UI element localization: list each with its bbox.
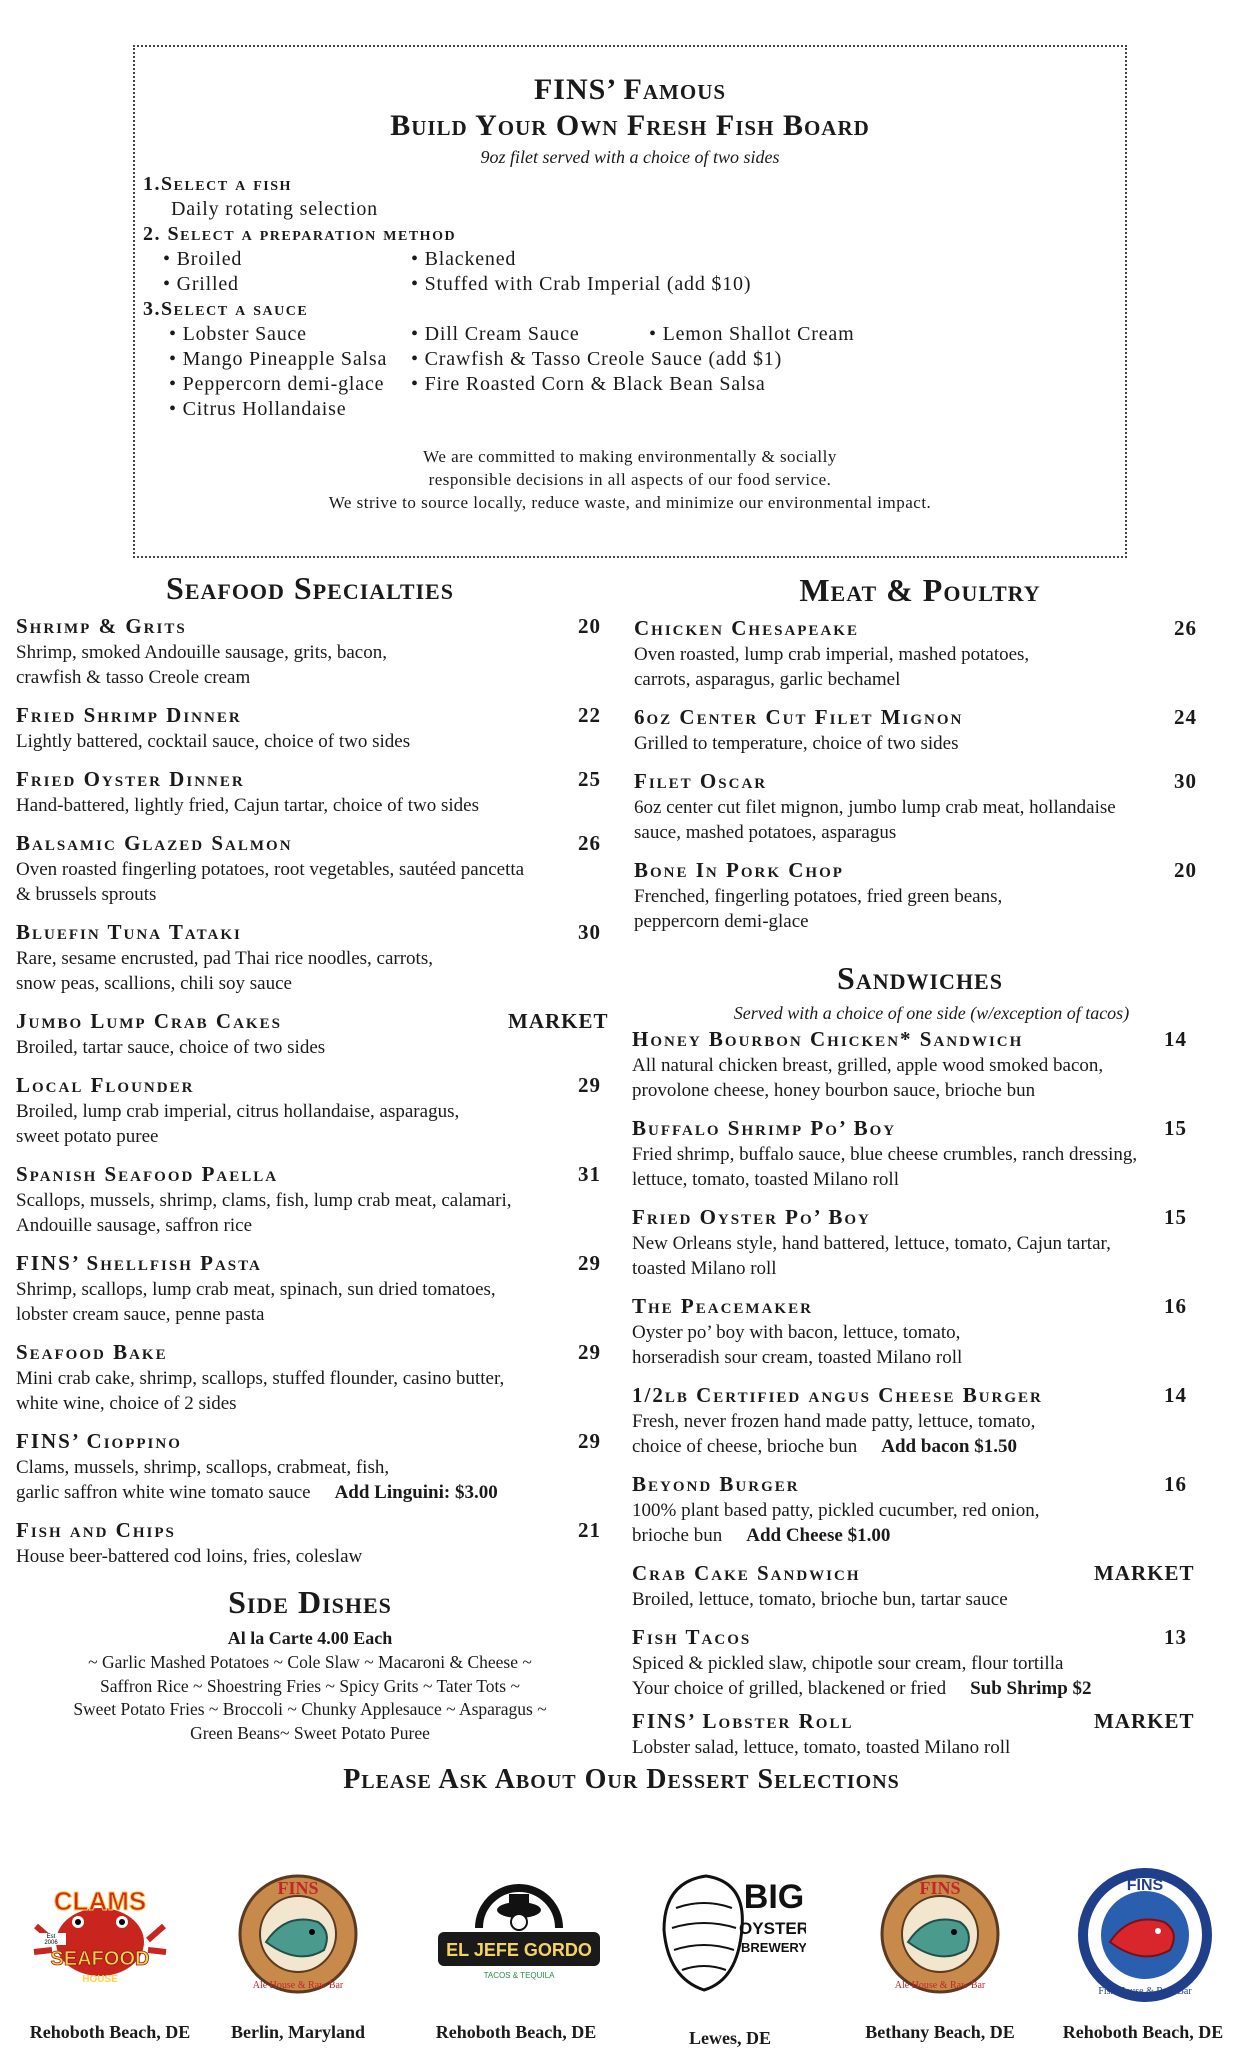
item-price: 29 — [578, 1251, 601, 1275]
item-price: 16 — [1164, 1294, 1187, 1318]
item-price: MARKET — [1094, 1561, 1195, 1585]
desc-line — [16, 1302, 616, 1327]
sauce-option: • Fire Roasted Corn & Black Bean Salsa — [411, 373, 766, 395]
desc-line — [16, 882, 616, 907]
desc-line: House beer-battered cod loins, fries, coleslaw — [16, 1546, 363, 1567]
desc-line: 6oz center cut filet mignon, jumbo lump crab meat, hollandaise — [634, 797, 1116, 818]
desc-text: brioche bun — [632, 1525, 723, 1546]
item-price: MARKET — [1094, 1709, 1195, 1733]
fins-bethany-logo — [878, 1872, 1002, 1996]
svg-text:FINS: FINS — [277, 1878, 319, 1898]
desc-text: & brussels sprouts — [16, 884, 157, 905]
desc-text: garlic saffron white wine tomato sauce — [16, 1482, 311, 1503]
svg-text:SEAFOOD: SEAFOOD — [50, 1948, 150, 1970]
desc-line — [632, 1523, 1232, 1548]
desc-line — [16, 971, 616, 996]
svg-text:HOUSE: HOUSE — [82, 1974, 118, 1985]
item-description — [632, 1735, 1232, 1760]
desc-line — [632, 1078, 1232, 1103]
desc-line: Frenched, fingerling potatoes, fried green beans, — [634, 886, 1003, 907]
fins-berlin-logo — [236, 1872, 360, 1996]
desc-line: Grilled to temperature, choice of two sides — [634, 733, 959, 754]
fish-board-box — [133, 45, 1127, 558]
prep-option: • Grilled — [163, 273, 239, 295]
add-on-price: Add Linguini: $3.00 — [334, 1482, 498, 1503]
item-description — [16, 857, 616, 907]
item-name: Filet Oscar — [634, 769, 768, 793]
seafood-title: Seafood Specialties — [166, 570, 454, 606]
item-name: FINS’ Shellfish Pasta — [16, 1251, 262, 1275]
sustainability-note — [135, 445, 1125, 514]
sauce-option: • Peppercorn demi-glace — [169, 373, 385, 395]
step-select-fish: 1.Select a fish — [143, 173, 292, 195]
svg-text:Ale House & Raw Bar: Ale House & Raw Bar — [252, 1980, 344, 1991]
desc-line — [16, 665, 616, 690]
item-price: 31 — [578, 1162, 601, 1186]
sauce-option: • Lobster Sauce — [169, 323, 307, 345]
sauce-option: • Dill Cream Sauce — [411, 323, 580, 345]
item-name: Buffalo Shrimp Po’ Boy — [632, 1116, 897, 1140]
desc-text: lobster cream sauce, penne pasta — [16, 1304, 265, 1325]
desc-line — [16, 1124, 616, 1149]
big-oyster-logo — [656, 1868, 806, 1998]
location-label: Lewes, DE — [689, 2028, 771, 2048]
desc-line — [16, 1213, 616, 1238]
item-name: Chicken Chesapeake — [634, 616, 859, 640]
desc-line: Lightly battered, cocktail sauce, choice of two sides — [16, 731, 411, 752]
svg-text:2006: 2006 — [44, 1940, 58, 1946]
item-name: Honey Bourbon Chicken* Sandwich — [632, 1027, 1024, 1051]
item-name: The Peacemaker — [632, 1294, 813, 1318]
desc-line: All natural chicken breast, grilled, apple wood smoked bacon, — [632, 1055, 1104, 1076]
desc-line: Lobster salad, lettuce, tomato, toasted Milano roll — [632, 1737, 1011, 1758]
location-label: Rehoboth Beach, DE — [29, 2022, 191, 2042]
item-description — [16, 946, 616, 996]
item-description — [632, 1651, 1232, 1701]
desc-line — [16, 1391, 616, 1416]
item-name: FINS’ Lobster Roll — [632, 1709, 854, 1733]
sides-line: Sweet Potato Fries ~ Broccoli ~ Chunky Applesauce ~ Asparagus ~ — [73, 1699, 547, 1719]
item-description — [632, 1498, 1232, 1548]
dessert-note: Please Ask About Our Dessert Selections — [343, 1764, 900, 1795]
sauce-option: • Lemon Shallot Cream — [649, 323, 855, 345]
item-description — [16, 729, 616, 754]
location-label: Berlin, Maryland — [231, 2022, 365, 2042]
desc-line: Oven roasted fingerling potatoes, root vegetables, sautéed pancetta — [16, 859, 525, 880]
desc-text: toasted Milano roll — [632, 1258, 777, 1279]
item-description — [16, 793, 616, 818]
svg-text:FINS: FINS — [1126, 1877, 1164, 1894]
desc-line: Shrimp, smoked Andouille sausage, grits, bacon, — [16, 642, 387, 663]
board-title: FINS’ Famous — [533, 73, 727, 106]
location-label: Bethany Beach, DE — [865, 2022, 1015, 2042]
desc-text: peppercorn demi-glace — [634, 911, 809, 932]
desc-line — [632, 1167, 1232, 1192]
note-line: We strive to source locally, reduce waste, and minimize our environmental impact. — [328, 493, 932, 512]
board-title-main: Build Your Own Fresh Fish Board — [390, 109, 870, 142]
item-description — [16, 1188, 616, 1238]
desc-line — [634, 909, 1234, 934]
item-price: 21 — [578, 1518, 601, 1542]
item-description — [16, 1099, 616, 1149]
item-name: Fried Oyster Po’ Boy — [632, 1205, 871, 1229]
desc-line: Fresh, never frozen hand made patty, lettuce, tomato, — [632, 1411, 1036, 1432]
desc-text: provolone cheese, honey bourbon sauce, brioche bun — [632, 1080, 1036, 1101]
desc-line — [632, 1676, 1232, 1701]
sides-line: ~ Garlic Mashed Potatoes ~ Cole Slaw ~ Macaroni & Cheese ~ — [88, 1652, 532, 1672]
item-name: Bone In Pork Chop — [634, 858, 844, 882]
item-price: 30 — [1174, 769, 1197, 793]
item-name: Beyond Burger — [632, 1472, 800, 1496]
desc-line: Fried shrimp, buffalo sauce, blue cheese crumbles, ranch dressing, — [632, 1144, 1138, 1165]
item-name: Fish Tacos — [632, 1625, 752, 1649]
item-price: 29 — [578, 1340, 601, 1364]
prep-option: • Broiled — [163, 248, 243, 270]
svg-text:Ale House & Raw Bar: Ale House & Raw Bar — [894, 1980, 986, 1991]
item-description — [632, 1409, 1232, 1459]
svg-text:EL JEFE GORDO: EL JEFE GORDO — [446, 1940, 592, 1960]
item-name: Fried Oyster Dinner — [16, 767, 245, 791]
item-price: 14 — [1164, 1383, 1187, 1407]
desc-line: Clams, mussels, shrimp, scallops, crabmeat, fish, — [16, 1457, 390, 1478]
el-jefe-gordo-logo — [434, 1880, 604, 1990]
item-price: 29 — [578, 1073, 601, 1097]
svg-text:CLAMS: CLAMS — [53, 1886, 147, 1916]
desc-line: Broiled, lettuce, tomato, brioche bun, tartar sauce — [632, 1589, 1008, 1610]
desc-line: Scallops, mussels, shrimp, clams, fish, lump crab meat, calamari, — [16, 1190, 512, 1211]
item-name: Jumbo Lump Crab Cakes — [16, 1009, 282, 1033]
item-name: Fried Shrimp Dinner — [16, 703, 242, 727]
location-label: Rehoboth Beach, DE — [435, 2022, 597, 2042]
location-label: Rehoboth Beach, DE — [1062, 2022, 1224, 2042]
item-name: Balsamic Glazed Salmon — [16, 831, 293, 855]
item-description — [634, 795, 1234, 845]
item-price: 15 — [1164, 1116, 1187, 1140]
desc-text: snow peas, scallions, chili soy sauce — [16, 973, 292, 994]
item-price: 20 — [578, 614, 601, 638]
svg-text:Est: Est — [46, 1934, 56, 1940]
item-name: 6oz Center Cut Filet Mignon — [634, 705, 964, 729]
item-description — [632, 1231, 1232, 1281]
desc-text: lettuce, tomato, toasted Milano roll — [632, 1169, 899, 1190]
item-name: 1/2lb Certified angus Cheese Burger — [632, 1383, 1043, 1407]
svg-text:OYSTER: OYSTER — [739, 1919, 806, 1938]
board-subtitle: 9oz filet served with a choice of two sides — [480, 147, 780, 167]
item-description — [16, 640, 616, 690]
sauce-option: • Crawfish & Tasso Creole Sauce (add $1) — [411, 348, 783, 370]
item-price: 29 — [578, 1429, 601, 1453]
item-description — [632, 1320, 1232, 1370]
sauce-option: • Mango Pineapple Salsa — [169, 348, 388, 370]
item-price: 26 — [1174, 616, 1197, 640]
item-price: 16 — [1164, 1472, 1187, 1496]
item-price: 14 — [1164, 1027, 1187, 1051]
fins-rehoboth-logo — [1078, 1868, 1212, 2002]
add-on-price: Add bacon $1.50 — [881, 1436, 1017, 1457]
desc-text: choice of cheese, brioche bun — [632, 1436, 858, 1457]
item-description — [634, 731, 1234, 756]
desc-line — [632, 1434, 1232, 1459]
item-description — [634, 642, 1234, 692]
desc-text: sauce, mashed potatoes, asparagus — [634, 822, 897, 843]
item-price: 20 — [1174, 858, 1197, 882]
add-on-price: Add Cheese $1.00 — [746, 1525, 891, 1546]
item-description — [16, 1277, 616, 1327]
desc-line: Mini crab cake, shrimp, scallops, stuffed flounder, casino butter, — [16, 1368, 505, 1389]
item-description — [16, 1366, 616, 1416]
desc-line — [632, 1256, 1232, 1281]
svg-text:Fish House & Raw Bar: Fish House & Raw Bar — [1098, 1986, 1192, 1997]
item-name: Seafood Bake — [16, 1340, 168, 1364]
sides-title: Side Dishes — [228, 1584, 392, 1620]
sides-list — [28, 1651, 592, 1745]
svg-text:BREWERY: BREWERY — [741, 1940, 806, 1955]
item-description — [632, 1142, 1232, 1192]
sandwiches-subtitle: Served with a choice of one side (w/exception of tacos) — [733, 1003, 1130, 1023]
sides-line: Saffron Rice ~ Shoestring Fries ~ Spicy Grits ~ Tater Tots ~ — [100, 1675, 520, 1696]
item-price: MARKET — [508, 1009, 609, 1033]
item-price: 25 — [578, 767, 601, 791]
step-sauce: 3.Select a sauce — [143, 298, 309, 320]
item-price: 22 — [578, 703, 601, 727]
item-price: 24 — [1174, 705, 1197, 729]
item-name: FINS’ Cioppino — [16, 1429, 182, 1453]
item-name: Bluefin Tuna Tataki — [16, 920, 242, 944]
desc-line: Hand-battered, lightly fried, Cajun tartar, choice of two sides — [16, 795, 480, 816]
desc-line: New Orleans style, hand battered, lettuce, tomato, Cajun tartar, — [632, 1233, 1111, 1254]
desc-text: Andouille sausage, saffron rice — [16, 1215, 253, 1236]
svg-text:FINS: FINS — [919, 1878, 961, 1898]
desc-line — [632, 1345, 1232, 1370]
desc-text: white wine, choice of 2 sides — [16, 1393, 237, 1414]
desc-text: Your choice of grilled, blackened or fried — [632, 1678, 947, 1699]
svg-text:BIG: BIG — [743, 1878, 805, 1916]
meat-title: Meat & Poultry — [799, 572, 1041, 608]
desc-line — [634, 667, 1234, 692]
step-preparation: 2. Select a preparation method — [143, 223, 457, 245]
item-description — [632, 1587, 1232, 1612]
sides-line: Green Beans~ Sweet Potato Puree — [190, 1722, 430, 1743]
item-description — [634, 884, 1234, 934]
step-fish-line: Daily rotating selection — [171, 198, 378, 220]
desc-line: Oven roasted, lump crab imperial, mashed potatoes, — [634, 644, 1030, 665]
prep-option: • Stuffed with Crab Imperial (add $10) — [411, 273, 752, 295]
desc-text: crawfish & tasso Creole cream — [16, 667, 251, 688]
desc-line — [634, 820, 1234, 845]
clams-logo — [30, 1870, 170, 2000]
prep-option: • Blackened — [411, 248, 517, 270]
desc-text: horseradish sour cream, toasted Milano roll — [632, 1347, 963, 1368]
desc-line: Rare, sesame encrusted, pad Thai rice noodles, carrots, — [16, 948, 433, 969]
desc-line: Broiled, tartar sauce, choice of two sides — [16, 1037, 326, 1058]
item-name: Crab Cake Sandwich — [632, 1561, 861, 1585]
sandwiches-title: Sandwiches — [837, 960, 1003, 996]
note-line: responsible decisions in all aspects of our food service. — [428, 470, 832, 489]
item-price: 13 — [1164, 1625, 1187, 1649]
add-on-price: Sub Shrimp $2 — [970, 1678, 1092, 1699]
desc-line: Broiled, lump crab imperial, citrus hollandaise, asparagus, — [16, 1101, 460, 1122]
item-name: Local Flounder — [16, 1073, 195, 1097]
sides-subtitle: Al la Carte 4.00 Each — [227, 1628, 393, 1648]
item-description — [16, 1455, 616, 1505]
desc-line — [16, 1480, 616, 1505]
item-name: Shrimp & Grits — [16, 614, 187, 638]
sauce-option: • Citrus Hollandaise — [169, 398, 347, 420]
item-description — [632, 1053, 1232, 1103]
item-description — [16, 1035, 616, 1060]
item-price: 15 — [1164, 1205, 1187, 1229]
item-price: 26 — [578, 831, 601, 855]
item-description — [16, 1544, 616, 1569]
desc-text: carrots, asparagus, garlic bechamel — [634, 669, 901, 690]
desc-line: 100% plant based patty, pickled cucumber, red onion, — [632, 1500, 1040, 1521]
desc-line: Spiced & pickled slaw, chipotle sour cream, flour tortilla — [632, 1653, 1064, 1674]
note-line: We are committed to making environmentally & socially — [423, 447, 837, 466]
item-name: Fish and Chips — [16, 1518, 176, 1542]
item-name: Spanish Seafood Paella — [16, 1162, 279, 1186]
desc-line: Shrimp, scallops, lump crab meat, spinach, sun dried tomatoes, — [16, 1279, 496, 1300]
desc-line: Oyster po’ boy with bacon, lettuce, tomato, — [632, 1322, 961, 1343]
item-price: 30 — [578, 920, 601, 944]
desc-text: sweet potato puree — [16, 1126, 159, 1147]
svg-text:TACOS & TEQUILA: TACOS & TEQUILA — [483, 1971, 555, 1980]
